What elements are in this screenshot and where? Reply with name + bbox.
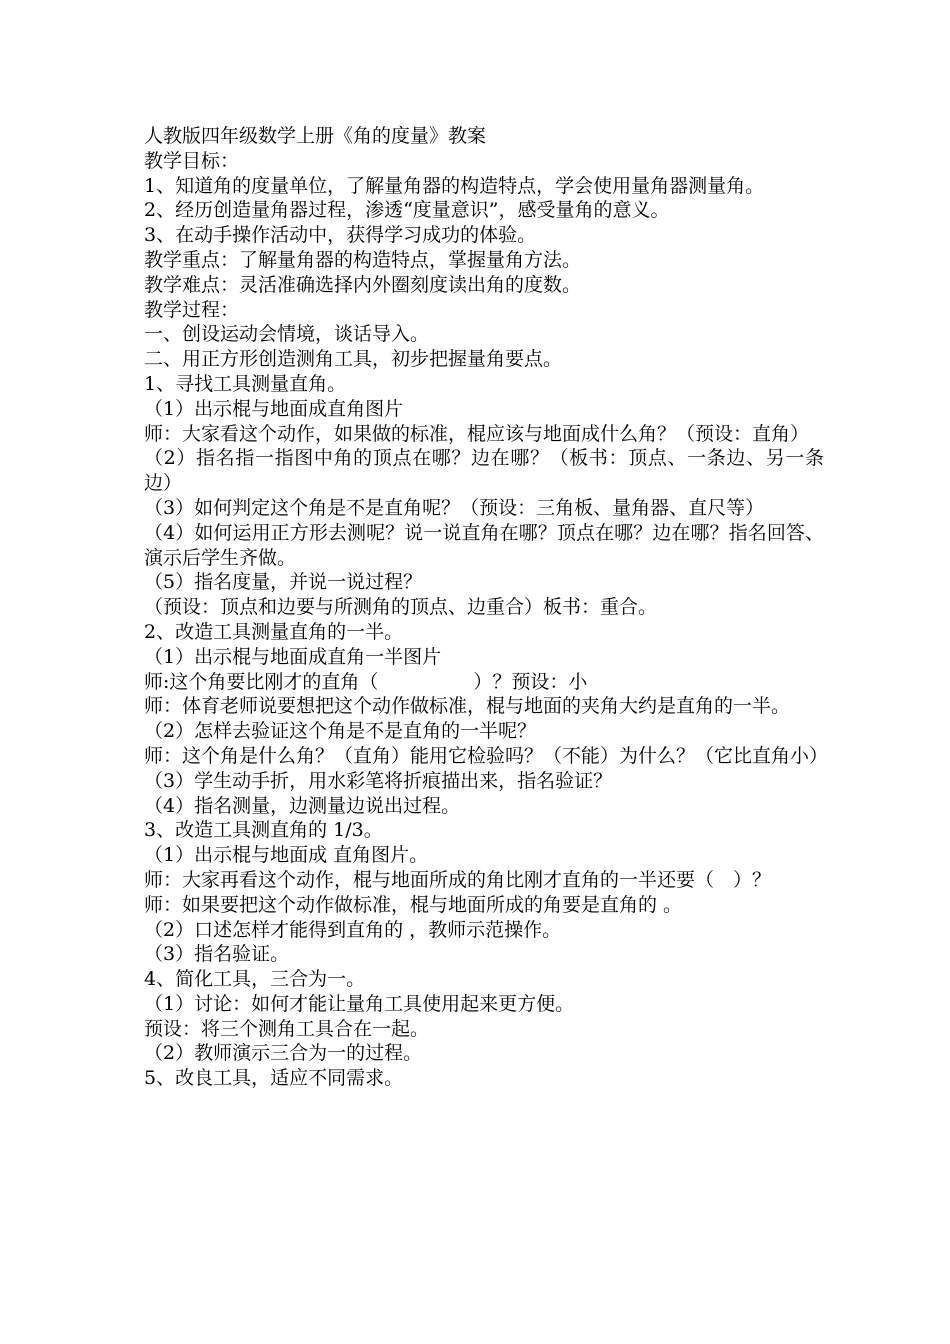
text-line: 一、创设运动会情境，谈话导入。: [144, 323, 430, 346]
text-line: 师:这个角要比刚才的直角（ ）？预设：小: [144, 670, 588, 693]
text-line: 2、经历创造量角器过程，渗透“度量意识”，感受量角的意义。: [144, 199, 670, 222]
text-line: 师：如果要把这个动作做标准，棍与地面所成的角要是直角的 。: [144, 893, 683, 916]
text-line: （2）口述怎样才能得到直角的 ，教师示范操作。: [144, 918, 562, 941]
text-line: （2）指名指一指图中角的顶点在哪？边在哪？（板书：顶点、一条边、另一条边）: [144, 447, 824, 495]
text-line: （2）教师演示三合为一的过程。: [144, 1042, 423, 1065]
text-line: 师：大家看这个动作，如果做的标准，棍应该与地面成什么角？（预设：直角）: [144, 422, 810, 445]
document-title: 人教版四年级数学上册《角的度量》教案: [144, 125, 487, 147]
text-line: （4）指名测量，边测量边说出过程。: [144, 794, 461, 817]
text-line: （1）讨论：如何才能让量角工具使用起来更方便。: [144, 992, 575, 1015]
text-line: （3）指名验证。: [144, 943, 290, 966]
text-line: （2）怎样去验证这个角是不是直角的一半呢？: [144, 720, 537, 743]
text-line: 预设：将三个测角工具合在一起。: [144, 1017, 430, 1040]
document-page: [144, 124, 829, 1091]
text-line: 1、知道角的度量单位，了解量角器的构造特点，学会使用量角器测量角。: [144, 174, 765, 197]
text-line: 3、在动手操作活动中，获得学习成功的体验。: [144, 224, 537, 247]
text-line: （4）如何运用正方形去测呢？说一说直角在哪？顶点在哪？边在哪？指名回答、演示后学生齐做。: [144, 521, 824, 569]
text-line: （5）指名度量，并说一说过程？: [144, 571, 423, 594]
text-line: （1）出示棍与地面成直角图片: [144, 397, 404, 420]
text-line: 4、简化工具，三合为一。: [144, 968, 366, 991]
text-line: 1、寻找工具测量直角。: [144, 372, 347, 395]
text-line: （3）如何判定这个角是不是直角呢？（预设：三角板、量角器、直尺等）: [144, 496, 765, 519]
text-line: 5、改良工具，适应不同需求。: [144, 1067, 404, 1090]
text-line: 师：大家再看这个动作，棍与地面所成的角比刚才直角的一半还要（ ）？: [144, 868, 772, 891]
text-line: （1）出示棍与地面成直角一半图片: [144, 645, 442, 668]
text-line: 教学过程：: [144, 298, 240, 321]
text-line: 2、改造工具测量直角的一半。: [144, 620, 404, 643]
text-line: 教学难点：灵活准确选择内外圈刻度读出角的度数。: [144, 273, 582, 296]
text-line: （预设：顶点和边要与所测角的顶点、边重合）板书：重合。: [144, 596, 658, 619]
text-line: 教学目标：: [144, 149, 240, 172]
text-line: （3）学生动手折，用水彩笔将折痕描出来，指名验证？: [144, 769, 613, 792]
text-line: 教学重点：了解量角器的构造特点，掌握量角方法。: [144, 248, 582, 271]
text-line: 师：体育老师说要想把这个动作做标准，棍与地面的夹角大约是直角的一半。: [144, 695, 791, 718]
text-line: （1）出示棍与地面成 直角图片。: [144, 844, 429, 867]
text-line: 师：这个角是什么角？（直角）能用它检验吗？（不能）为什么？（它比直角小）: [144, 744, 829, 767]
text-line: 二、用正方形创造测角工具，初步把握量角要点。: [144, 348, 563, 371]
text-line: 3、改造工具测直角的 1/3。: [144, 819, 383, 842]
